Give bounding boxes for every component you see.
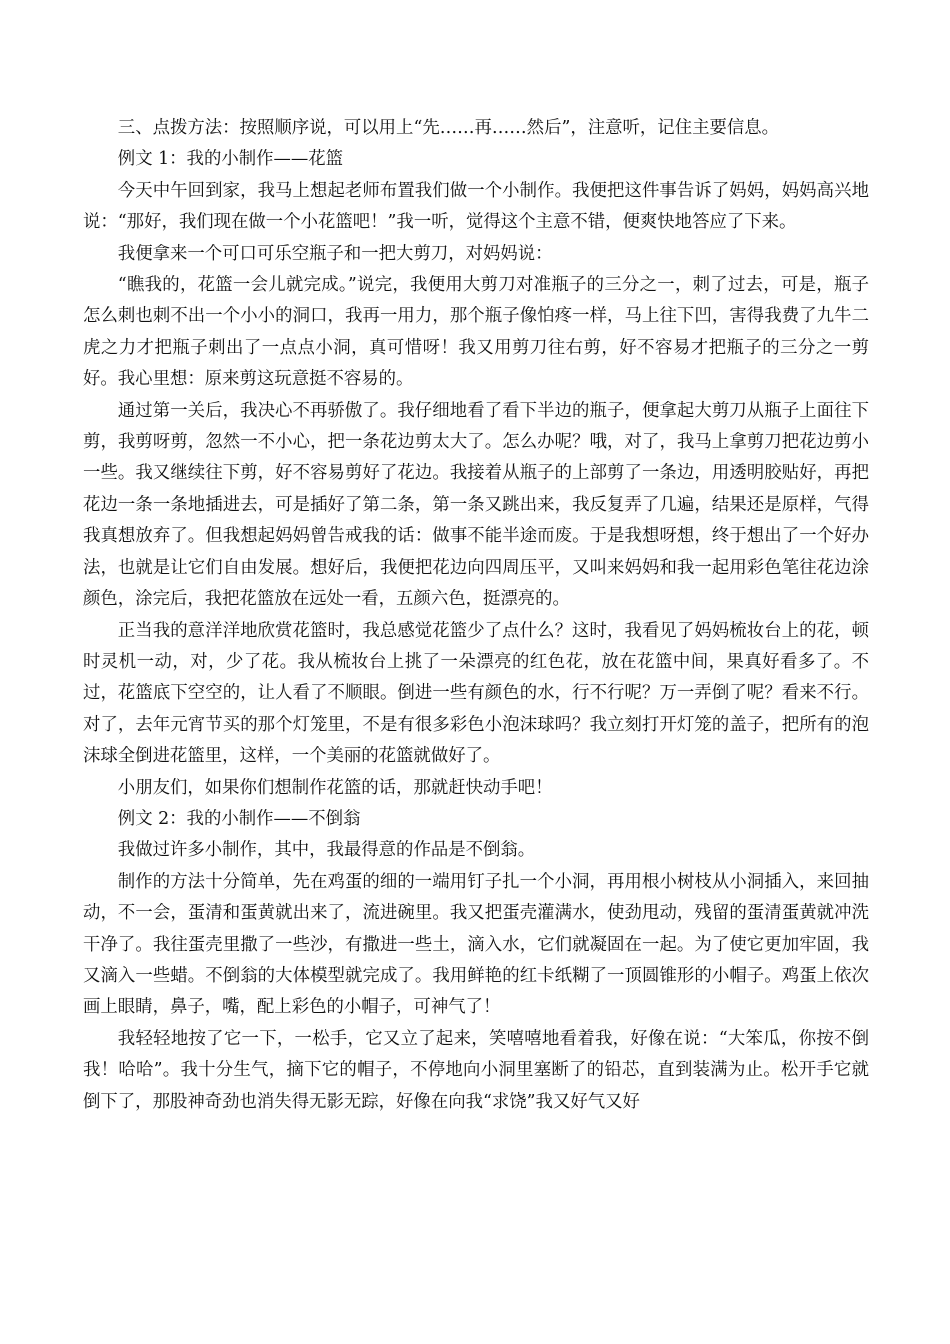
body-paragraph: 我便拿来一个可口可乐空瓶子和一把大剪刀，对妈妈说： (117, 243, 553, 264)
body-paragraph: 我做过许多小制作，其中，我最得意的作品是不倒翁。 (117, 840, 536, 861)
method-tip-paragraph: 三、点拨方法：按照顺序说，可以用上“先……再……然后”，注意听，记住主要信息。 (117, 118, 780, 138)
body-paragraph: 正当我的意洋洋地欣赏花篮时，我总感觉花篮少了点什么？这时，我看见了妈妈梳妆台上的花，顿时灵机一动，对，少了花。我从梳妆台上挑了一朵漂亮的红色花，放在花篮中间，果真好看多了。不过，花篮底下空空的，让人看了不顺眼。倒进一些有颜色的水，行不行呢？万一弄倒了呢？看来不行。对了，去年元宵节买的那个灯笼里，不是有很多彩色小泡沫球吗？我立刻打开灯笼的盖子，把所有的泡沫球全倒进花篮里，这样，一个美丽的花篮就做好了。 (83, 620, 869, 767)
body-paragraph: 小朋友们，如果你们想制作花篮的话，那就赶快动手吧！ (117, 777, 553, 798)
body-paragraph: 我轻轻地按了它一下，一松手，它又立了起来，笑嘻嘻地看着我，好像在说：“大笨瓜，你按不倒我！哈哈”。我十分生气，摘下它的帽子，不停地向小洞里塞断了的铅芯，直到装满为止。松开手它就倒下了，那股神奇劲也消失得无影无踪，好像在向我“求饶”我又好气又好 (83, 1028, 869, 1112)
body-paragraph: “瞧我的，花篮一会儿就完成。”说完，我便用大剪刀对准瓶子的三分之一，刺了过去，可是，瓶子怎么刺也刺不出一个小小的洞口，我再一用力，那个瓶子像怕疼一样，马上往下凹，害得我费了九牛二虎之力才把瓶子刺出了一点点小洞，真可惜呀！我又用剪刀往右剪，好不容易才把瓶子的三分之一剪好。我心里想：原来剪这玩意挺不容易的。 (83, 275, 869, 390)
example-1-heading: 例文 1：我的小制作——花篮 (117, 149, 344, 170)
body-paragraph: 通过第一关后，我决心不再骄傲了。我仔细地看了看下半边的瓶子，便拿起大剪刀从瓶子上面往下剪，我剪呀剪，忽然一不小心，把一条花边剪太大了。怎么办呢？哦，对了，我马上拿剪刀把花边剪小一些。我又继续往下剪，好不容易剪好了花边。我接着从瓶子的上部剪了一条边，用透明胶贴好，再把花边一条一条地插进去，可是插好了第二条，第一条又跳出来，我反复弄了几遍，结果还是原样，气得我真想放弃了。但我想起妈妈曾告戒我的话：做事不能半途而废。于是我想呀想，终于想出了一个好办法，也就是让它们自由发展。想好后，我便把花边向四周压平，又叫来妈妈和我一起用彩色笔往花边涂颜色，涂完后，我把花篮放在远处一看，五颜六色，挺漂亮的。 (83, 400, 869, 610)
body-paragraph: 今天中午回到家，我马上想起老师布置我们做一个小制作。我便把这件事告诉了妈妈，妈妈高兴地说：“那好，我们现在做一个小花篮吧！”我一听，觉得这个主意不错，便爽快地答应了下来。 (83, 180, 869, 233)
example-2-heading: 例文 2：我的小制作——不倒翁 (117, 808, 361, 829)
body-paragraph: 制作的方法十分简单，先在鸡蛋的细的一端用钉子扎一个小洞，再用根小树枝从小洞插入，来回抽动，不一会，蛋清和蛋黄就出来了，流进碗里。我又把蛋壳灌满水，使劲甩动，残留的蛋清蛋黄就冲洗干净了。我往蛋壳里撒了一些沙，有撒进一些土，滴入水，它们就凝固在一起。为了使它更加牢固，我又滴入一些蜡。不倒翁的大体模型就完成了。我用鲜艳的红卡纸糊了一顶圆锥形的小帽子。鸡蛋上依次画上眼睛，鼻子，嘴，配上彩色的小帽子，可神气了！ (83, 871, 869, 1018)
document-body (83, 113, 869, 1118)
